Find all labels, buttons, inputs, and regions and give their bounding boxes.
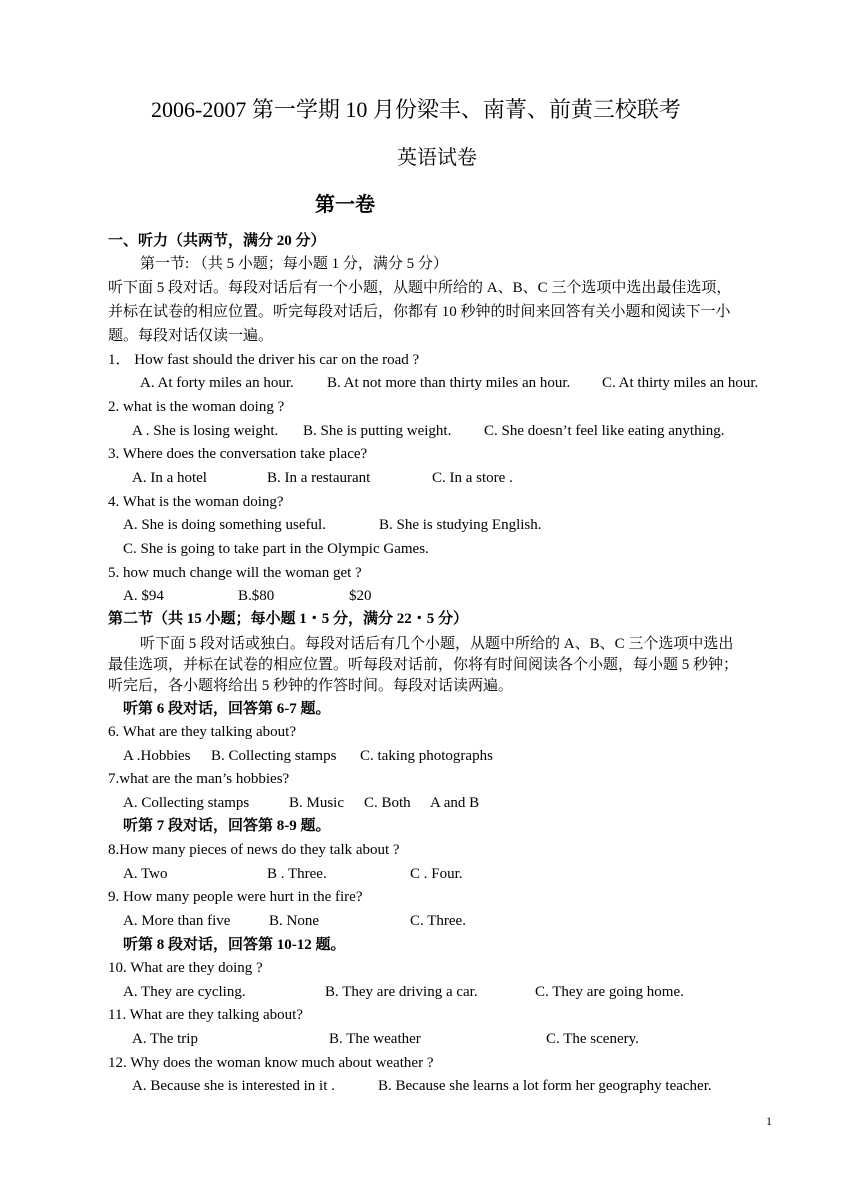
q10-option-b: B. They are driving a car. (325, 984, 478, 1000)
question-7: 7.what are the man’s hobbies? (108, 771, 290, 787)
question-2: 2. what is the woman doing ? (108, 399, 285, 415)
q6-option-a: A .Hobbies (123, 748, 191, 764)
section2-instruction-line: 最佳选项，并标在试卷的相应位置。听每段对话前，你将有时间阅读各个小题，每小题 5 秒钟； (108, 657, 739, 673)
q4-option-c: C. She is going to take part in the Olympic Games. (123, 541, 429, 557)
q5-option-c: $20 (349, 588, 372, 604)
q1-option-c: C. At thirty miles an hour. (602, 375, 759, 391)
section2-heading: 第二节（共 15 小题；每小题 1・5 分，满分 22・5 分） (108, 611, 469, 627)
exam-subtitle: 英语试卷 (397, 147, 477, 169)
q8-option-c: C . Four. (410, 866, 463, 882)
section1-instruction-line: 并标在试卷的相应位置。听完每段对话后，你都有 10 秒钟的时间来回答有关小题和阅读下一小 (108, 304, 731, 320)
q3-option-a: A. In a hotel (132, 470, 207, 486)
q7-option-a: A. Collecting stamps (123, 795, 250, 811)
question-10: 10. What are they doing ? (108, 960, 263, 976)
question-11: 11. What are they talking about? (108, 1007, 303, 1023)
q2-option-c: C. She doesn’t feel like eating anything. (484, 423, 725, 439)
part1-heading: 一、听力（共两节，满分 20 分） (108, 233, 326, 249)
q11-option-c: C. The scenery. (546, 1031, 639, 1047)
q1-option-b: B. At not more than thirty miles an hour. (327, 375, 571, 391)
q8-option-a: A. Two (123, 866, 168, 882)
question-8: 8.How many pieces of news do they talk about ? (108, 842, 400, 858)
question-4: 4. What is the woman doing? (108, 494, 284, 510)
volume-heading: 第一卷 (315, 194, 375, 216)
q6-option-c: C. taking photographs (360, 748, 493, 764)
question-12: 12. Why does the woman know much about weather ? (108, 1055, 434, 1071)
q5-option-b: B.$80 (238, 588, 275, 604)
page-number: 1 (766, 1114, 772, 1128)
q12-option-b: B. Because she learns a lot form her geography teacher. (378, 1078, 712, 1094)
q10-option-c: C. They are going home. (535, 984, 684, 1000)
q9-option-b: B. None (269, 913, 319, 929)
q4-option-b: B. She is studying English. (379, 517, 542, 533)
q7-option-b: B. Music (289, 795, 345, 811)
q10-option-a: A. They are cycling. (123, 984, 246, 1000)
question-1: 1． How fast should the driver his car on the road ? (108, 352, 420, 368)
question-3: 3. Where does the conversation take place? (108, 446, 368, 462)
q9-option-c: C. Three. (410, 913, 466, 929)
q2-option-a: A . She is losing weight. (132, 423, 279, 439)
question-5: 5. how much change will the woman get ? (108, 565, 362, 581)
section1-heading: 第一节: （共 5 小题；每小题 1 分，满分 5 分） (140, 256, 448, 272)
dialogue-6-heading: 听第 6 段对话，回答第 6-7 题。 (123, 701, 331, 717)
q2-option-b: B. She is putting weight. (303, 423, 452, 439)
q5-option-a: A. $94 (123, 588, 164, 604)
q6-option-b: B. Collecting stamps (211, 748, 337, 764)
q12-option-a: A. Because she is interested in it . (132, 1078, 335, 1094)
q3-option-c: C. In a store . (432, 470, 513, 486)
section2-instruction-line: 听下面 5 段对话或独白。每段对话后有几个小题，从题中所给的 A、B、C 三个选项中选出 (140, 636, 734, 652)
question-9: 9. How many people were hurt in the fire? (108, 889, 363, 905)
section1-instruction-line: 听下面 5 段对话。每段对话后有一个小题，从题中所给的 A、B、C 三个选项中选出最佳选项， (108, 280, 732, 296)
q11-option-b: B. The weather (329, 1031, 421, 1047)
q11-option-a: A. The trip (132, 1031, 198, 1047)
q1-option-a: A. At forty miles an hour. (140, 375, 294, 391)
q4-option-a: A. She is doing something useful. (123, 517, 326, 533)
q9-option-a: A. More than five (123, 913, 231, 929)
exam-title: 2006-2007 第一学期 10 月份梁丰、南菁、前黄三校联考 (151, 97, 681, 122)
dialogue-7-heading: 听第 7 段对话，回答第 8-9 题。 (123, 818, 331, 834)
section1-instruction-line: 题。每段对话仅读一遍。 (108, 328, 274, 344)
q3-option-b: B. In a restaurant (267, 470, 371, 486)
dialogue-8-heading: 听第 8 段对话，回答第 10-12 题。 (123, 937, 346, 953)
section2-instruction-line: 听完后，各小题将给出 5 秒钟的作答时间。每段对话读两遍。 (108, 678, 514, 694)
question-6: 6. What are they talking about? (108, 724, 296, 740)
q7-option-d: A and B (430, 795, 480, 811)
q8-option-b: B . Three. (267, 866, 327, 882)
q7-option-c: C. Both (364, 795, 411, 811)
